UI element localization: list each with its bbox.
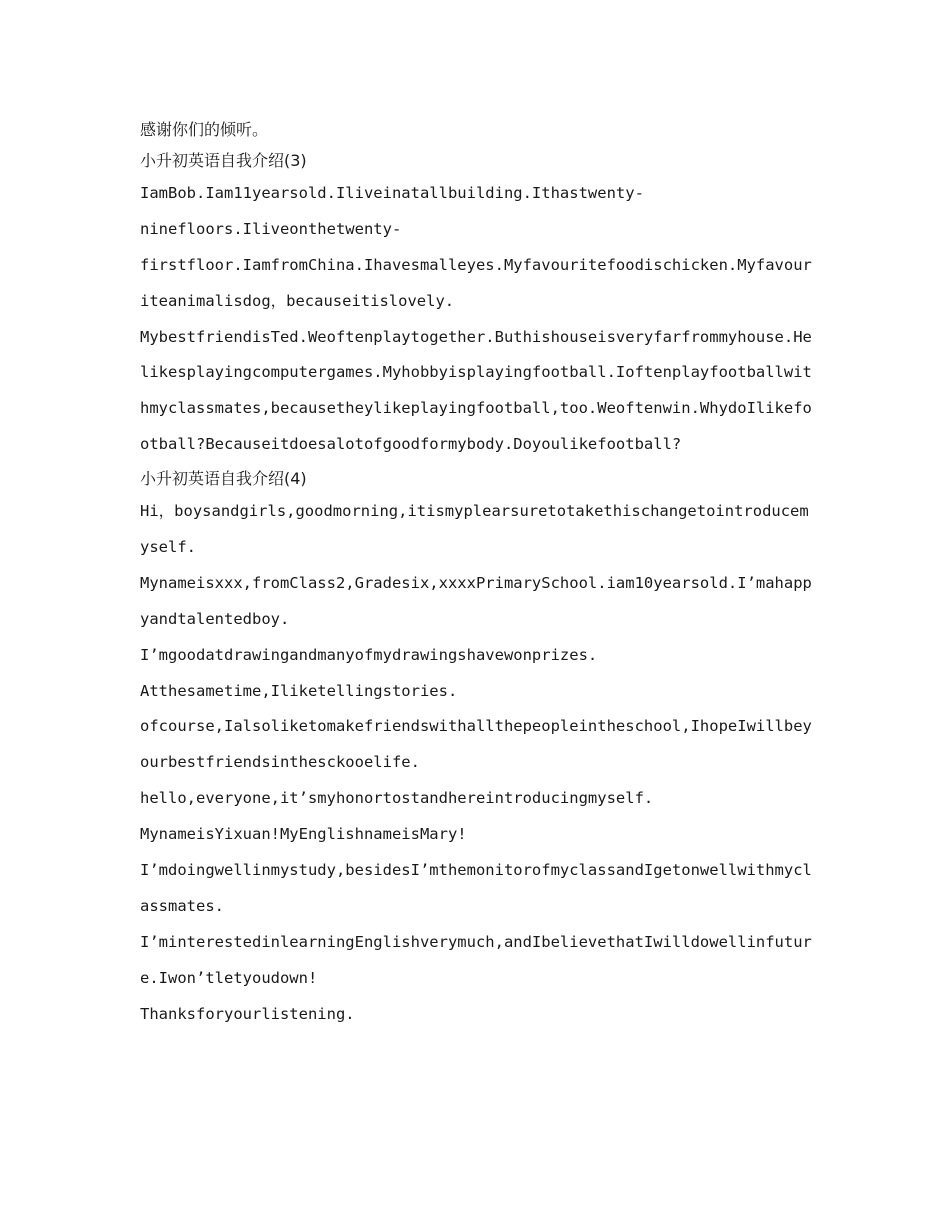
paragraph-line: otball?Becauseitdoesalotofgoodformybody.Doyoulikefootball? xyxy=(140,435,682,454)
paragraph-line: yandtalentedboy. xyxy=(140,609,290,628)
paragraph-line: ourbestfriendsinthesckooelife. xyxy=(140,753,420,772)
paragraph-line: Thanksforyourlistening. xyxy=(140,1004,355,1023)
paragraph-line: hmyclassmates,becausetheylikeplayingfootball,too.Weoftenwin.WhydoIlikefo xyxy=(140,399,812,418)
paragraph-line: I’mgoodatdrawingandmanyofmydrawingshavewonprizes. xyxy=(140,645,598,664)
paragraph-line: assmates. xyxy=(140,896,224,915)
paragraph-line: likesplayingcomputergames.Myhobbyisplayingfootball.Ioftenplayfootballwit xyxy=(140,363,812,382)
paragraph-line: ninefloors.Iliveonthetwenty- xyxy=(140,219,402,238)
paragraph-line: Hi，boysandgirls,goodmorning,itismyplearsuretotakethischangetointroducem xyxy=(140,502,809,521)
paragraph-line: Mynameisxxx,fromClass2,Gradesix,xxxxPrimarySchool.iam10yearsold.I’mahapp xyxy=(140,573,812,592)
paragraph-line: firstfloor.IamfromChina.Ihavesmalleyes.Myfavouritefoodischicken.Myfavour xyxy=(140,255,812,274)
closing-line: 感谢你们的倾听。 xyxy=(140,120,269,139)
paragraph-line: e.Iwon’tletyoudown! xyxy=(140,968,318,987)
paragraph-line: I’mdoingwellinmystudy,besidesI’mthemonitorofmyclassandIgetonwellwithmycl xyxy=(140,861,812,880)
section-heading: 小升初英语自我介绍(3) xyxy=(140,151,307,170)
paragraph-line: hello,everyone,it’smyhonortostandhereintroducingmyself. xyxy=(140,789,654,808)
paragraph-line: MybestfriendisTed.Weoftenplaytogether.Buthishouseisveryfarfrommyhouse.He xyxy=(140,327,812,346)
paragraph-line: I’minterestedinlearningEnglishverymuch,andIbelievethatIwilldowellinfutur xyxy=(140,932,812,951)
paragraph-line: ofcourse,Ialsoliketomakefriendswithallthepeopleintheschool,IhopeIwillbey xyxy=(140,717,812,736)
document-body xyxy=(140,114,812,1032)
paragraph-line: MynameisYixuan!MyEnglishnameisMary! xyxy=(140,825,467,844)
paragraph-line: iteanimalisdog，becauseitislovely. xyxy=(140,291,455,310)
paragraph-line: IamBob.Iam11yearsold.Iliveinatallbuilding.Ithastwenty- xyxy=(140,184,644,202)
paragraph-line: Atthesametime,Iliketellingstories. xyxy=(140,681,458,700)
paragraph-line: yself. xyxy=(140,538,196,557)
section-heading: 小升初英语自我介绍(4) xyxy=(140,469,307,489)
